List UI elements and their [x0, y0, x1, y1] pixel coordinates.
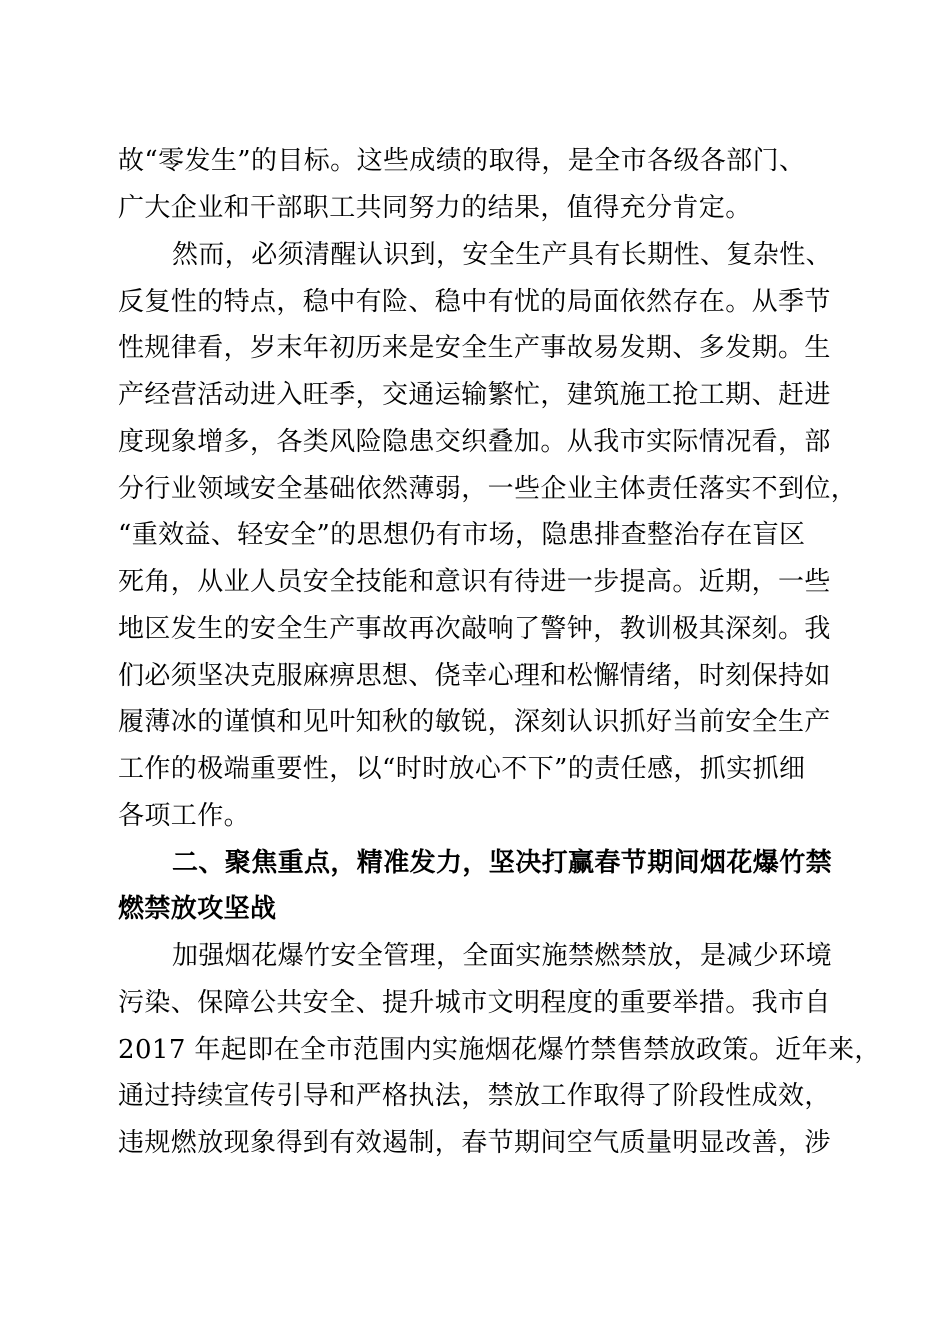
paragraph-line: 工作的极端重要性，以“时时放心不下”的责任感，抓实抓细 [118, 754, 806, 784]
paragraph-line: 2017 年起即在全市范围内实施烟花爆竹禁售禁放政策。近年来， [118, 1035, 881, 1065]
paragraph-line: 地区发生的安全生产事故再次敲响了警钟，教训极其深刻。我 [118, 614, 831, 644]
paragraph-line: 履薄冰的谨慎和见叶知秋的敏锐，深刻认识抓好当前安全生产 [118, 707, 831, 737]
paragraph-line: 产经营活动进入旺季，交通运输繁忙，建筑施工抢工期、赶进 [118, 380, 831, 410]
paragraph-line: 广大企业和干部职工共同努力的结果，值得充分肯定。 [118, 193, 752, 223]
paragraph-line: 通过持续宣传引导和严格执法，禁放工作取得了阶段性成效， [118, 1081, 831, 1111]
paragraph-line: 然而，必须清醒认识到，安全生产具有长期性、复杂性、 [172, 240, 833, 270]
section-heading: 二、聚焦重点，精准发力，坚决打赢春节期间烟花爆竹禁 [172, 848, 833, 878]
paragraph-line: 死角，从业人员安全技能和意识有待进一步提高。近期，一些 [118, 567, 831, 597]
paragraph-line: 反复性的特点，稳中有险、稳中有忧的局面依然存在。从季节 [118, 287, 831, 317]
paragraph-line: “重效益、轻安全”的思想仍有市场，隐患排查整治存在盲区 [118, 520, 806, 550]
paragraph-line: 各项工作。 [118, 801, 251, 831]
paragraph-line: 违规燃放现象得到有效遏制，春节期间空气质量明显改善，涉 [118, 1128, 831, 1158]
paragraph-line: 性规律看，岁末年初历来是安全生产事故易发期、多发期。生 [118, 333, 831, 363]
paragraph-line: 度现象增多，各类风险隐患交织叠加。从我市实际情况看，部 [118, 427, 831, 457]
paragraph-line: 分行业领域安全基础依然薄弱，一些企业主体责任落实不到位， [118, 474, 858, 504]
paragraph-line: 污染、保障公共安全、提升城市文明程度的重要举措。我市自 [118, 988, 831, 1018]
paragraph-line: 故“零发生”的目标。这些成绩的取得，是全市各级各部门、 [118, 146, 806, 176]
paragraph-line: 们必须坚决克服麻痹思想、侥幸心理和松懈情绪，时刻保持如 [118, 661, 831, 691]
paragraph-line: 加强烟花爆竹安全管理，全面实施禁燃禁放，是减少环境 [172, 941, 833, 971]
section-heading: 燃禁放攻坚战 [118, 894, 277, 924]
